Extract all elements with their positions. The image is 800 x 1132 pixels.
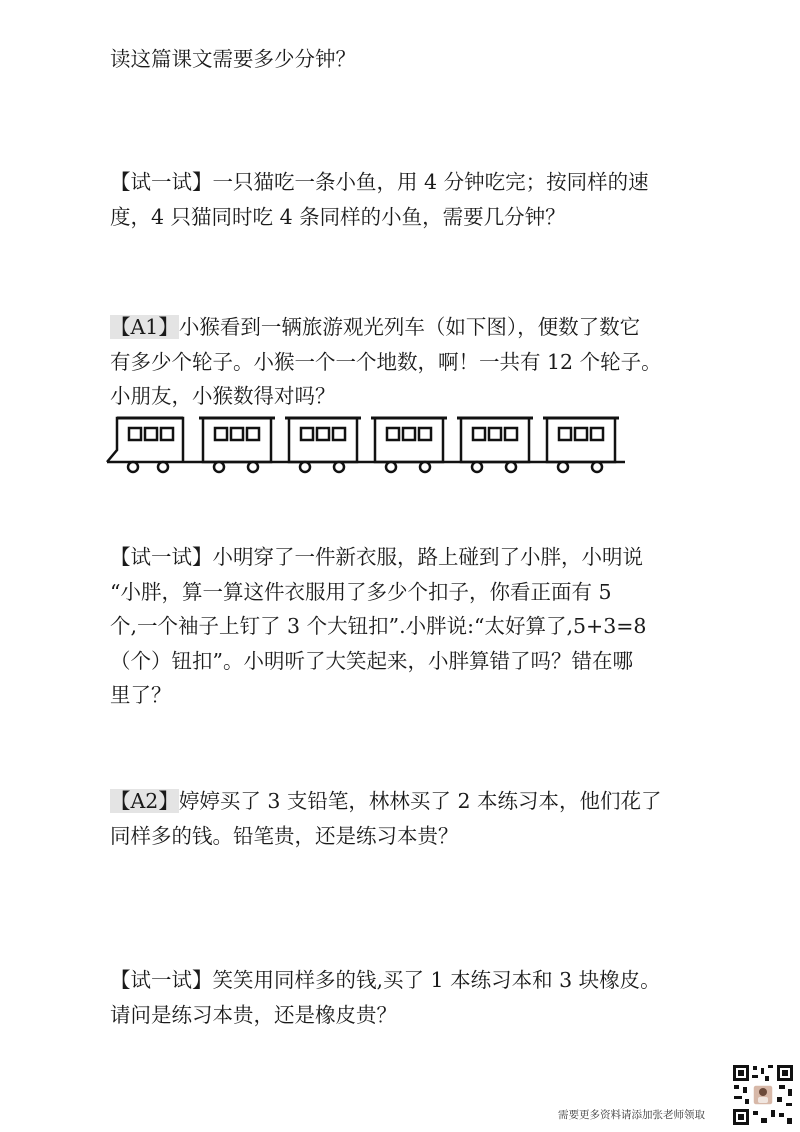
train-car-3-wheel-2 [334,462,344,472]
train-car-2-window-3 [247,428,259,440]
train-car-5-window-3 [505,428,517,440]
train-car-2-window-1 [215,428,227,440]
try-1-text-1: 一只猫吃一条小鱼，用 4 分钟吃完；按同样的速 [212,170,649,194]
a2-problem [110,784,700,853]
try-3-tag: 【试一试】 [110,968,213,992]
train-car-5-window-1 [473,428,485,440]
train-car-4-wheel-2 [420,462,430,472]
train-car-5-window-2 [489,428,501,440]
try-2-tag: 【试一试】 [110,545,213,569]
train-car-4-wheel-1 [386,462,396,472]
try-2-problem [110,540,700,713]
try-2-text-1: 小明穿了一件新衣服，路上碰到了小胖，小明说 [212,545,643,569]
try-3-text-1: 笑笑用同样多的钱,买了 1 本练习本和 3 块橡皮。 [212,968,661,992]
a1-tag: 【A1】 [110,315,179,339]
train-car-2-window-2 [231,428,243,440]
a1-problem [110,310,700,414]
try-3-line-2: 请问是练习本贵，还是橡皮贵？ [110,1002,397,1027]
a1-line-2: 有多少个轮子。小猴一个一个地数，啊！一共有 12 个轮子。 [110,349,662,374]
train-car-1-wheel-2 [158,462,168,472]
train-car-5-wheel-2 [506,462,516,472]
train-car-1-window-2 [145,428,157,440]
try-2-line-3: 个,一个袖子上钉了 3 个大钮扣”.小胖说:“太好算了,5+3=8 [110,614,647,638]
a2-tag: 【A2】 [110,789,179,813]
try-1-tag: 【试一试】 [110,170,213,194]
try-1-line-1 [110,165,700,200]
train-car-4-window-2 [403,428,415,440]
footer-note: 需要更多资料请添加张老师领取 [558,1109,705,1121]
try-2-line-5: 里了？ [110,683,172,707]
train-car-6-window-2 [575,428,587,440]
train-car-6-window-3 [591,428,603,440]
train-car-3-wheel-1 [300,462,310,472]
sightseeing-train-illustration [105,410,630,478]
train-car-1-wheel-1 [128,462,138,472]
train-car-4-window-1 [387,428,399,440]
train-car-3-window-3 [333,428,345,440]
try-3-line-1 [110,963,700,998]
train-car-6-window-1 [559,428,571,440]
a2-text-1: 婷婷买了 3 支铅笔，林林买了 2 本练习本，他们花了 [178,789,662,813]
intro-question-text: 读这篇课文需要多少分钟？ [110,47,356,71]
train-car-6-wheel-1 [558,462,568,472]
train-car-1-window-3 [161,428,173,440]
train-car-6-wheel-2 [592,462,602,472]
try-2-line-4: （个）钮扣”。小明听了大笑起来，小胖算错了吗？错在哪 [110,648,633,673]
a1-line-1 [110,310,700,345]
train-car-2-wheel-2 [248,462,258,472]
train-car-4-window-3 [419,428,431,440]
a1-text-1: 小猴看到一辆旅游观光列车（如下图），便数了数它 [178,315,641,339]
try-1-line-2: 度，4 只猫同时吃 4 条同样的小鱼，需要几分钟？ [110,204,566,229]
train-car-1-window-1 [129,428,141,440]
train-car-3-window-2 [317,428,329,440]
a1-line-3: 小朋友，小猴数得对吗？ [110,384,336,408]
try-2-line-1 [110,540,700,575]
a2-line-2: 同样多的钱。铅笔贵，还是练习本贵？ [110,823,459,848]
try-1-problem [110,165,700,234]
a2-line-1 [110,784,700,819]
intro-question [110,42,700,77]
train-car-5-wheel-1 [472,462,482,472]
try-3-problem [110,963,700,1032]
train-car-3-window-1 [301,428,313,440]
train-car-2-wheel-1 [214,462,224,472]
try-2-line-2: “小胖，算一算这件衣服用了多少个扣子，你看正面有 5 [110,579,612,604]
